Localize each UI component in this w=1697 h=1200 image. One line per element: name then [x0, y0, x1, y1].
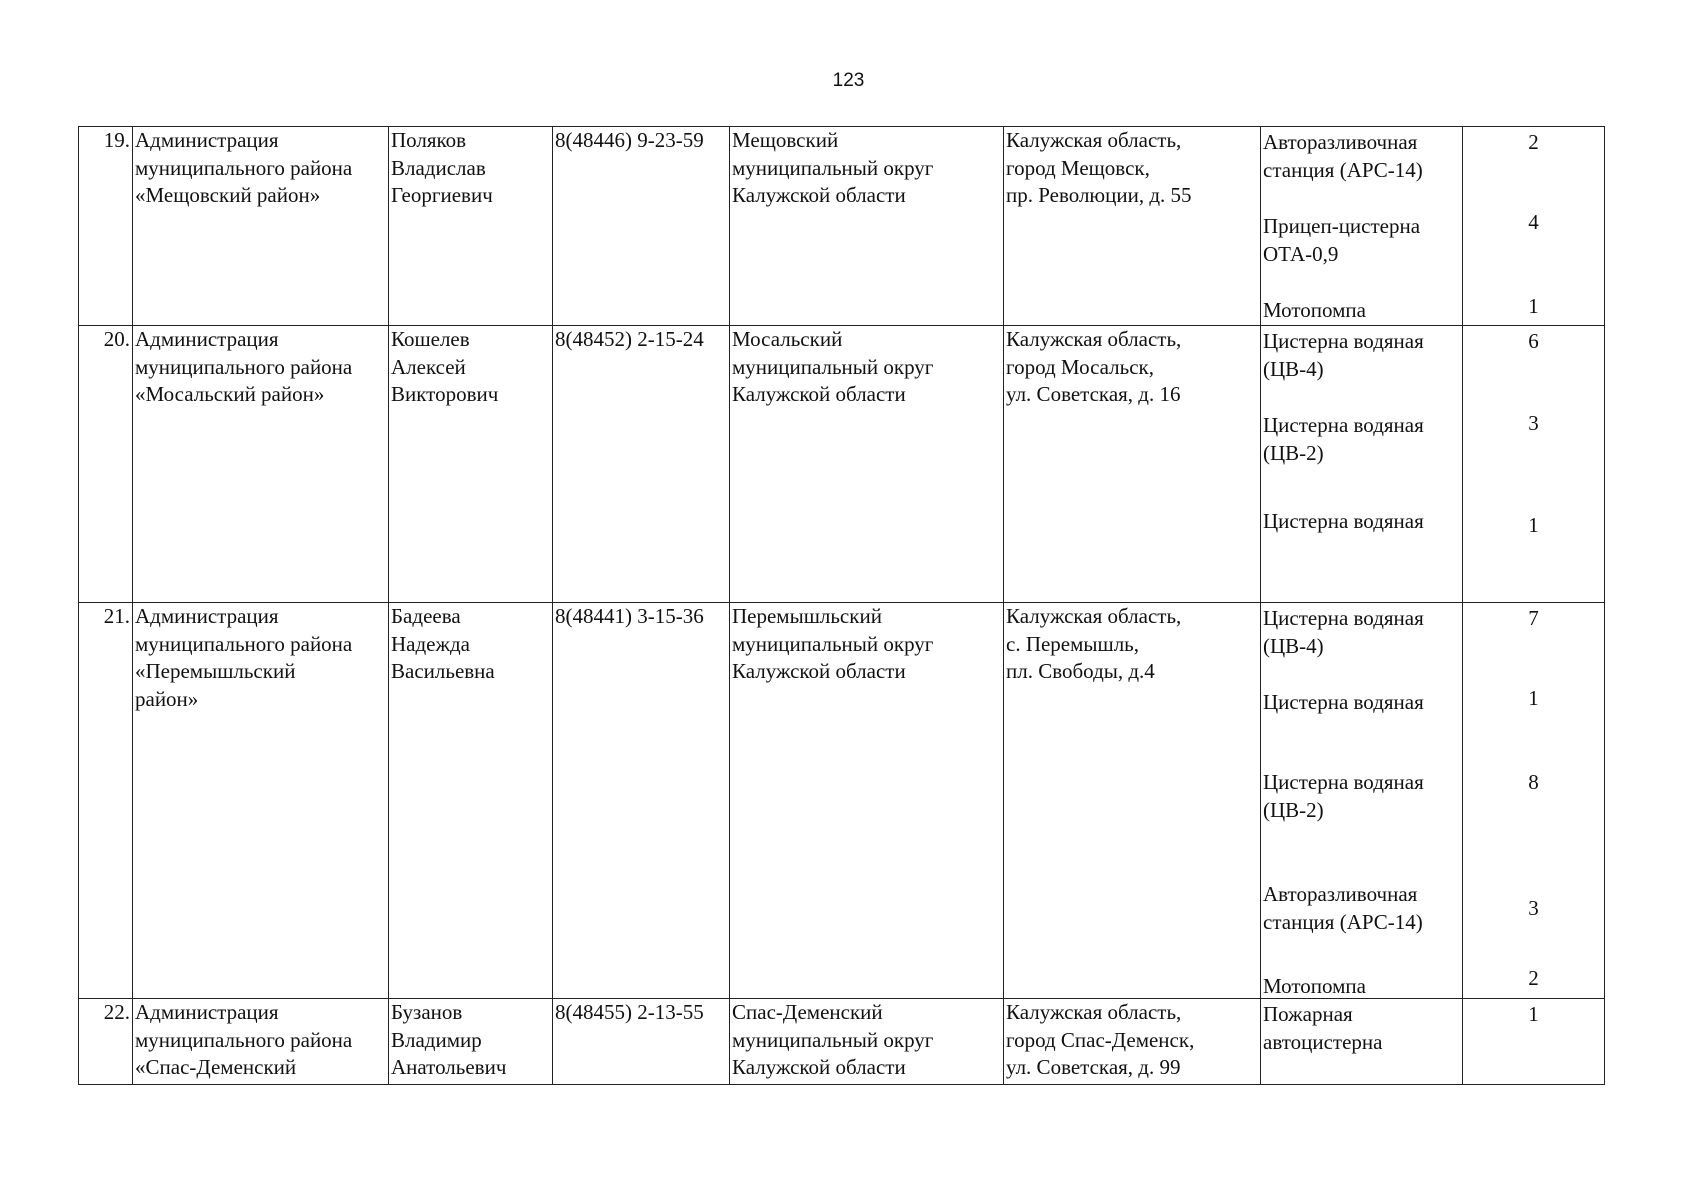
- equipment-name-line: Цистерна водяная: [1263, 606, 1424, 630]
- equipment-cell: [1261, 127, 1463, 326]
- equipment-cell: [1261, 603, 1463, 999]
- equipment-quantity: 2: [1528, 130, 1539, 154]
- district-cell: [730, 603, 1004, 999]
- equipment-name-line: (ЦВ-2): [1263, 440, 1324, 465]
- equipment-name-line: станция (АРС-14): [1263, 909, 1423, 934]
- equipment-quantity: 2: [1528, 966, 1539, 990]
- equipment-cell: [1261, 999, 1463, 1085]
- address-cell-line: ул. Советская, д. 99: [1006, 1055, 1181, 1079]
- equipment-item: [1263, 328, 1424, 383]
- equipment-quantity: 1: [1528, 686, 1539, 710]
- organization-cell-line: Администрация: [135, 1000, 279, 1024]
- equipment-name-line: автоцистерна: [1263, 1029, 1383, 1054]
- equipment-item: [1263, 881, 1423, 936]
- organization-cell: [133, 127, 389, 326]
- address-cell: [1004, 326, 1261, 603]
- organization-cell: [133, 603, 389, 999]
- person-cell-line: Надежда: [391, 631, 471, 656]
- equipment-quantity: 1: [1528, 513, 1539, 537]
- equipment-name-line: Цистерна водяная: [1263, 509, 1424, 533]
- address-cell-line: город Спас-Деменск,: [1006, 1027, 1195, 1052]
- address-cell: [1004, 127, 1261, 326]
- phone-cell: 8(48452) 2-15-24: [553, 326, 730, 603]
- equipment-name-line: Авторазливочная: [1263, 130, 1418, 154]
- district-cell-line: Перемышльский: [732, 604, 882, 628]
- equipment-name-line: Мотопомпа: [1263, 298, 1366, 322]
- table-row: [79, 326, 1605, 603]
- equipment-quantity: 6: [1528, 329, 1539, 353]
- quantity-cell: [1463, 127, 1605, 326]
- district-cell-line: Мещовский: [732, 128, 839, 152]
- table-row: [79, 999, 1605, 1085]
- organization-cell-line: муниципального района: [135, 155, 353, 180]
- equipment-name-line: Мотопомпа: [1263, 974, 1366, 998]
- organization-cell-line: муниципального района: [135, 1027, 353, 1052]
- organization-cell-line: Администрация: [135, 327, 279, 351]
- district-cell-line: Калужской области: [732, 183, 906, 207]
- equipment-name-line: (ЦВ-2): [1263, 797, 1324, 822]
- address-cell: [1004, 999, 1261, 1085]
- district-cell: [730, 127, 1004, 326]
- organization-cell-line: муниципального района: [135, 354, 353, 379]
- district-cell: [730, 326, 1004, 603]
- equipment-quantity: 3: [1528, 896, 1539, 920]
- district-cell-line: Калужской области: [732, 659, 906, 683]
- row-number: 20.: [79, 326, 133, 603]
- person-cell-line: Алексей: [391, 354, 466, 379]
- equipment-name-line: Цистерна водяная: [1263, 413, 1424, 437]
- person-cell: [389, 999, 553, 1085]
- equipment-name-line: Прицеп-цистерна: [1263, 214, 1421, 238]
- address-cell-line: Калужская область,: [1006, 128, 1182, 152]
- equipment-item: [1263, 129, 1423, 184]
- address-cell-line: город Мещовск,: [1006, 155, 1150, 180]
- equipment-name-line: (ЦВ-4): [1263, 633, 1324, 658]
- table-row: [79, 603, 1605, 999]
- address-cell-line: с. Перемышль,: [1006, 631, 1140, 656]
- district-cell-line: муниципальный округ: [732, 631, 934, 656]
- district-cell-line: муниципальный округ: [732, 155, 934, 180]
- person-cell-line: Викторович: [391, 382, 499, 406]
- person-cell: [389, 603, 553, 999]
- equipment-name-line: ОТА-0,9: [1263, 241, 1339, 266]
- person-cell-line: Владимир: [391, 1027, 482, 1052]
- quantity-cell: [1463, 603, 1605, 999]
- district-cell-line: Мосальский: [732, 327, 843, 351]
- row-number: 21.: [79, 603, 133, 999]
- organization-cell-line: Администрация: [135, 604, 279, 628]
- organization-cell-line: «Мещовский район»: [135, 183, 321, 207]
- district-cell-line: муниципальный округ: [732, 354, 934, 379]
- equipment-item: [1263, 412, 1424, 467]
- table-row: [79, 127, 1605, 326]
- person-cell-line: Бузанов: [391, 1000, 463, 1024]
- address-cell-line: пл. Свободы, д.4: [1006, 659, 1155, 683]
- address-cell-line: Калужская область,: [1006, 604, 1182, 628]
- district-cell-line: Спас-Деменский: [732, 1000, 883, 1024]
- equipment-cell: [1261, 326, 1463, 603]
- phone-cell: 8(48446) 9-23-59: [553, 127, 730, 326]
- address-cell-line: Калужская область,: [1006, 327, 1182, 351]
- equipment-item: [1263, 973, 1366, 999]
- equipment-name-line: станция (АРС-14): [1263, 157, 1423, 182]
- row-number: 19.: [79, 127, 133, 326]
- person-cell: [389, 326, 553, 603]
- organization-cell-line: «Мосальский район»: [135, 382, 325, 406]
- district-cell-line: Калужской области: [732, 382, 906, 406]
- person-cell: [389, 127, 553, 326]
- equipment-name-line: (ЦВ-4): [1263, 356, 1324, 381]
- equipment-item: [1263, 605, 1424, 660]
- phone-cell: 8(48455) 2-13-55: [553, 999, 730, 1085]
- equipment-quantity: 1: [1528, 294, 1539, 318]
- address-cell-line: город Мосальск,: [1006, 354, 1155, 379]
- person-cell-line: Бадеева: [391, 604, 461, 628]
- person-cell-line: Георгиевич: [391, 183, 493, 207]
- equipment-name-line: Авторазливочная: [1263, 882, 1418, 906]
- equipment-quantity: 4: [1528, 210, 1539, 234]
- organization-cell-line: Администрация: [135, 128, 279, 152]
- district-cell-line: муниципальный округ: [732, 1027, 934, 1052]
- equipment-item: [1263, 769, 1424, 824]
- district-cell-line: Калужской области: [732, 1055, 906, 1079]
- equipment-table: [78, 126, 1605, 1085]
- person-cell-line: Владислав: [391, 155, 486, 180]
- organization-cell-line: «Перемышльский: [135, 659, 296, 683]
- organization-cell: [133, 999, 389, 1085]
- phone-cell: 8(48441) 3-15-36: [553, 603, 730, 999]
- organization-cell: [133, 326, 389, 603]
- address-cell: [1004, 603, 1261, 999]
- page-number: 123: [832, 70, 865, 91]
- equipment-quantity: 3: [1528, 411, 1539, 435]
- equipment-item: [1263, 297, 1366, 325]
- address-cell-line: ул. Советская, д. 16: [1006, 382, 1181, 406]
- organization-cell-line: район»: [135, 686, 199, 711]
- equipment-quantity: 7: [1528, 606, 1539, 630]
- person-cell-line: Поляков: [391, 128, 467, 152]
- equipment-name-line: Цистерна водяная: [1263, 690, 1424, 714]
- equipment-item: [1263, 689, 1424, 717]
- person-cell-line: Васильевна: [391, 659, 495, 683]
- quantity-cell: [1463, 999, 1605, 1085]
- address-cell-line: Калужская область,: [1006, 1000, 1182, 1024]
- district-cell: [730, 999, 1004, 1085]
- organization-cell-line: муниципального района: [135, 631, 353, 656]
- equipment-name-line: Цистерна водяная: [1263, 329, 1424, 353]
- equipment-item: [1263, 1001, 1382, 1056]
- equipment-item: [1263, 508, 1424, 536]
- person-cell-line: Кошелев: [391, 327, 470, 351]
- address-cell-line: пр. Революции, д. 55: [1006, 183, 1192, 207]
- person-cell-line: Анатольевич: [391, 1055, 507, 1079]
- equipment-name-line: Цистерна водяная: [1263, 770, 1424, 794]
- row-number: 22.: [79, 999, 133, 1085]
- equipment-quantity: 8: [1528, 770, 1539, 794]
- equipment-quantity: 1: [1528, 1002, 1539, 1026]
- quantity-cell: [1463, 326, 1605, 603]
- equipment-name-line: Пожарная: [1263, 1002, 1353, 1026]
- equipment-item: [1263, 213, 1420, 268]
- organization-cell-line: «Спас-Деменский: [135, 1055, 297, 1079]
